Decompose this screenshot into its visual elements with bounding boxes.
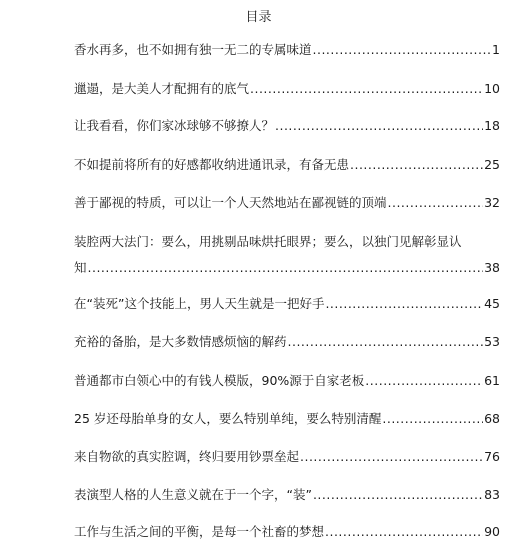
dot-leader <box>365 371 483 391</box>
toc-entry-title: 25 岁还母胎单身的女人，要么特别单纯，要么特别清醒 <box>74 411 382 426</box>
toc-entry-page: 32 <box>484 195 500 210</box>
toc-entry[interactable] <box>74 193 500 213</box>
toc-entry-title: 来自物欲的真实腔调，终归要用钞票垒起 <box>74 449 300 464</box>
dot-leader <box>88 258 484 278</box>
toc-entry-title: 香水再多，也不如拥有独一无二的专属味道 <box>74 42 312 57</box>
toc-entry-page: 61 <box>484 373 500 388</box>
toc-entry-title: 表演型人格的人生意义就在于一个字，“装” <box>74 487 312 502</box>
toc-entry-title: 不如提前将所有的好感都收纳进通讯录，有备无患 <box>74 157 350 172</box>
dot-leader <box>388 193 484 213</box>
toc-entry-title: 让我看看，你们家冰球够不够撩人？ <box>74 118 275 133</box>
toc-entry[interactable] <box>74 40 500 60</box>
toc-entry[interactable] <box>74 332 500 352</box>
toc-entry-title: 善于鄙视的特质，可以让一个人天然地站在鄙视链的顶端 <box>74 195 387 210</box>
toc-entry-page: 53 <box>484 334 500 349</box>
toc-entry[interactable] <box>74 371 500 391</box>
toc-entry-page: 10 <box>484 81 500 96</box>
toc-entry[interactable] <box>74 409 500 429</box>
dot-leader <box>300 447 483 467</box>
dot-leader <box>313 485 483 505</box>
toc-entry-page: 25 <box>484 157 500 172</box>
dot-leader <box>325 522 483 542</box>
dot-leader <box>275 116 483 136</box>
toc-entry-page: 83 <box>484 487 500 502</box>
toc-entry-title: 充裕的备胎，是大多数情感烦恼的解药 <box>74 334 287 349</box>
toc-entry-title: 装腔两大法门：要么，用挑剔品味烘托眼界；要么，以独门见解彰显认 <box>74 234 462 249</box>
dot-leader <box>313 40 492 60</box>
dot-leader <box>250 79 483 99</box>
toc-entry[interactable] <box>74 485 500 505</box>
dot-leader <box>325 294 483 314</box>
toc-entry[interactable] <box>74 79 500 99</box>
toc-entry[interactable] <box>74 447 500 467</box>
toc-entry-title: 工作与生活之间的平衡，是每一个社畜的梦想 <box>74 524 325 539</box>
toc-entry-page: 90 <box>484 524 500 539</box>
toc-entry[interactable] <box>74 155 500 175</box>
toc-entry[interactable] <box>74 116 500 136</box>
toc-entry-title: 邋遢，是大美人才配拥有的底气 <box>74 81 250 96</box>
toc-entry-page: 1 <box>492 42 500 57</box>
toc-entry-page: 68 <box>484 411 500 426</box>
toc-entry-page: 76 <box>484 449 500 464</box>
toc-entry-page: 18 <box>484 118 500 133</box>
toc-entry[interactable] <box>74 522 500 542</box>
toc-entry-title: 在“装死”这个技能上，男人天生就是一把好手 <box>74 296 325 311</box>
dot-leader <box>350 155 483 175</box>
toc-title: 目录 <box>245 10 272 25</box>
toc-entry-page: 45 <box>484 296 500 311</box>
toc-entry-title: 普通都市白领心中的有钱人模版，90%源于自家老板 <box>74 373 365 388</box>
toc-entry-title-continued: 知 <box>74 260 87 275</box>
toc-entry[interactable] <box>74 232 500 278</box>
toc-entry[interactable] <box>74 294 500 314</box>
toc-entry-page: 38 <box>484 260 500 275</box>
dot-leader <box>382 409 483 429</box>
dot-leader <box>288 332 484 352</box>
